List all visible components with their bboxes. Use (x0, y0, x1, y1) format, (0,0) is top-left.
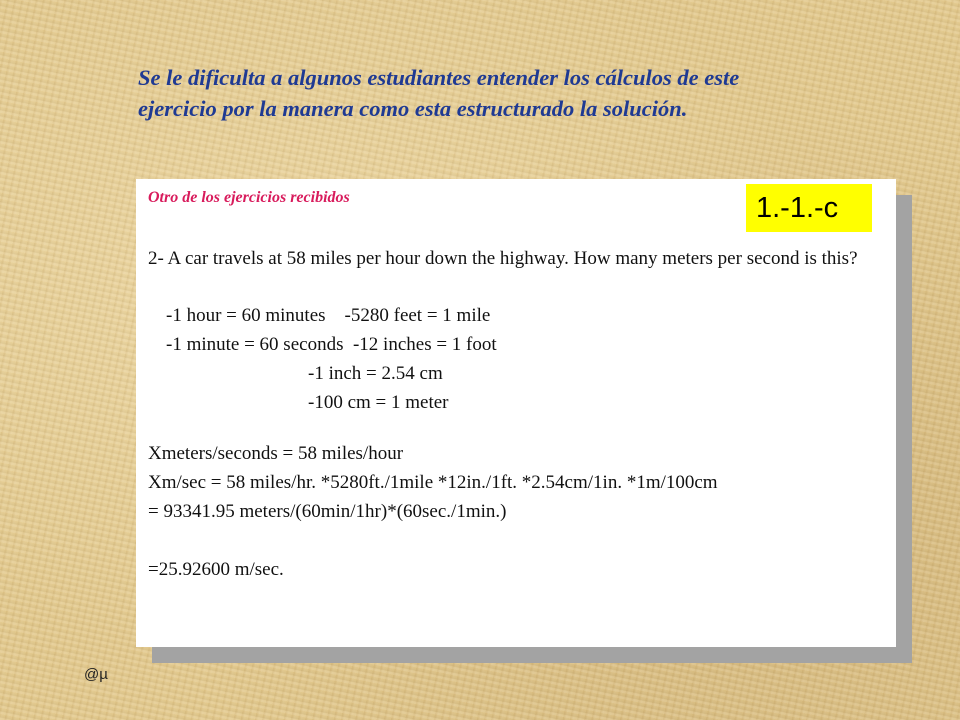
calc-line-2: Xm/sec = 58 miles/hr. *5280ft./1mile *12in./1ft. *2.54cm/1in. *1m/100cm (148, 472, 718, 493)
footer-mark: @µ (84, 666, 108, 683)
calc-result: =25.92600 m/sec. (148, 559, 284, 580)
heading-line-1: Se le dificulta a algunos estudiantes entender los cálculos de este (138, 65, 740, 90)
conversion-row: -1 inch = 2.54 cm (308, 363, 443, 384)
slide-code-label: 1.-1.-c (746, 184, 872, 232)
exercise-card (136, 179, 896, 647)
conversion-row: -1 hour = 60 minutes -5280 feet = 1 mile (166, 305, 491, 326)
card-subtitle: Otro de los ejercicios recibidos (148, 189, 350, 206)
problem-statement: 2- A car travels at 58 miles per hour down the highway. How many meters per second is this? (148, 248, 858, 269)
conversion-row: -1 minute = 60 seconds -12 inches = 1 foot (166, 334, 497, 355)
slide-heading (138, 62, 898, 124)
heading-line-2: ejercicio por la manera como esta estructurado la solución. (138, 96, 688, 121)
calc-line-3: = 93341.95 meters/(60min/1hr)*(60sec./1min.) (148, 501, 507, 522)
conversion-factors (148, 301, 884, 417)
calculation-block (148, 439, 888, 584)
conversion-row: -100 cm = 1 meter (308, 392, 449, 413)
calc-line-1: Xmeters/seconds = 58 miles/hour (148, 443, 404, 464)
